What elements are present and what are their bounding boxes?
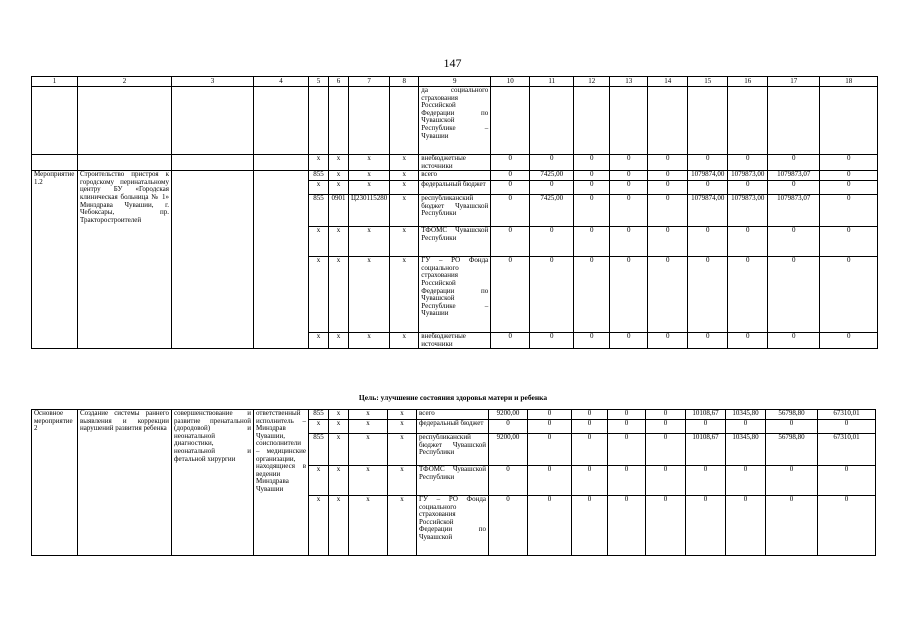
value-cell: 0 [820, 195, 878, 227]
table-cell [78, 155, 172, 171]
table-cell: 855 [309, 410, 329, 420]
value-cell [768, 87, 820, 155]
table-row [32, 155, 878, 171]
value-cell: 0 [728, 257, 768, 333]
header-row [32, 77, 878, 87]
column-number: 3 [172, 77, 254, 87]
budget-table-bottom [31, 409, 876, 556]
value-cell: 0 [768, 181, 820, 195]
value-cell: 0 [646, 420, 686, 434]
value-cell: 0 [572, 410, 608, 420]
table-cell: x [309, 496, 329, 556]
funding-source: ТФОМС Чувашской Республики [419, 227, 491, 257]
table-cell [254, 155, 309, 171]
value-cell: 0 [646, 496, 686, 556]
value-cell: 0 [646, 434, 686, 466]
value-cell: 0 [686, 466, 726, 496]
value-cell: 0 [688, 181, 728, 195]
value-cell: 0 [648, 181, 688, 195]
value-cell: 0 [688, 333, 728, 349]
table-cell: x [329, 420, 349, 434]
column-number: 1 [32, 77, 78, 87]
table-cell: x [329, 171, 349, 181]
value-cell: 0 [574, 333, 610, 349]
value-cell: 0 [572, 420, 608, 434]
column-number: 14 [648, 77, 688, 87]
value-cell: 0 [818, 420, 876, 434]
table-row [32, 171, 878, 181]
value-cell: 67310,01 [818, 410, 876, 420]
value-cell: 9200,00 [489, 434, 528, 466]
table-cell: x [309, 466, 329, 496]
table-cell [254, 171, 309, 349]
funding-source: да социального страхования Российской Федерации по Чувашской Республике – Чувашии [419, 87, 491, 155]
column-number: 5 [309, 77, 329, 87]
value-cell: 0 [688, 155, 728, 171]
table-cell: x [329, 181, 349, 195]
value-cell: 0 [574, 195, 610, 227]
table-cell: x [349, 466, 388, 496]
table-cell: x [349, 496, 388, 556]
table-cell: x [390, 227, 419, 257]
value-cell: 0 [608, 496, 646, 556]
value-cell [728, 87, 768, 155]
value-cell: 10108,67 [686, 410, 726, 420]
column-number: 10 [491, 77, 530, 87]
table-cell: x [349, 434, 388, 466]
value-cell: 0 [491, 227, 530, 257]
table-cell: x [349, 410, 388, 420]
value-cell: 1079873,00 [728, 171, 768, 181]
value-cell: 0 [610, 195, 648, 227]
value-cell: 0 [528, 496, 572, 556]
value-cell: 0 [818, 466, 876, 496]
funding-source: внебюджетные источники [419, 155, 491, 171]
value-cell: 0 [530, 181, 574, 195]
table-cell: x [329, 496, 349, 556]
value-cell: 0 [766, 420, 818, 434]
value-cell: 0 [646, 410, 686, 420]
value-cell: 0 [728, 333, 768, 349]
value-cell: 0 [648, 155, 688, 171]
value-cell: 0 [608, 420, 646, 434]
column-number: 6 [329, 77, 349, 87]
value-cell: 0 [728, 155, 768, 171]
value-cell: 1079873,07 [768, 171, 820, 181]
value-cell: 0 [572, 466, 608, 496]
table-cell [172, 171, 254, 349]
column-number: 15 [688, 77, 728, 87]
value-cell: 0 [688, 257, 728, 333]
funding-source: ГУ – РО Фонда социального страхования Российской Федерации по Чувашской [417, 496, 489, 556]
value-cell: 0 [820, 257, 878, 333]
value-cell: 1079874,00 [688, 195, 728, 227]
value-cell: 0 [530, 155, 574, 171]
table-cell: x [309, 155, 329, 171]
value-cell: 0 [818, 496, 876, 556]
funding-source: всего [417, 410, 489, 420]
value-cell: 0 [574, 155, 610, 171]
table-cell [32, 155, 78, 171]
table-cell: x [329, 333, 349, 349]
value-cell: 0 [489, 420, 528, 434]
value-cell: 0 [820, 171, 878, 181]
value-cell: 0 [528, 434, 572, 466]
table-cell: x [329, 227, 349, 257]
table-cell: x [349, 227, 390, 257]
funding-source: республиканский бюджет Чувашской Республики [417, 434, 489, 466]
column-number: 13 [610, 77, 648, 87]
table-cell: x [349, 171, 390, 181]
value-cell: 0 [728, 227, 768, 257]
value-cell: 0 [491, 171, 530, 181]
value-cell: 0 [688, 227, 728, 257]
table-cell: x [390, 155, 419, 171]
value-cell: 0 [646, 466, 686, 496]
column-number: 18 [820, 77, 878, 87]
table-cell: x [309, 333, 329, 349]
value-cell: 0 [491, 257, 530, 333]
value-cell: 0 [530, 333, 574, 349]
value-cell: 1079873,00 [728, 195, 768, 227]
table-cell [78, 87, 172, 155]
value-cell: 0 [820, 155, 878, 171]
value-cell: 10345,80 [726, 434, 766, 466]
funding-source: ТФОМС Чувашской Республики [417, 466, 489, 496]
value-cell: 1079873,07 [768, 195, 820, 227]
value-cell: 10345,80 [726, 410, 766, 420]
table-cell: x [388, 434, 417, 466]
funding-source: всего [419, 171, 491, 181]
table-cell: Ц230115280 [349, 195, 390, 227]
value-cell: 0 [610, 333, 648, 349]
value-cell: 0 [820, 181, 878, 195]
value-cell: 7425,00 [530, 171, 574, 181]
table-cell [172, 155, 254, 171]
table-cell: x [390, 171, 419, 181]
value-cell [491, 87, 530, 155]
table-cell: x [309, 227, 329, 257]
column-number: 4 [254, 77, 309, 87]
value-cell: 0 [766, 466, 818, 496]
column-number: 7 [349, 77, 390, 87]
table-cell: 855 [309, 195, 329, 227]
value-cell: 0 [610, 181, 648, 195]
table-cell: 0901 [329, 195, 349, 227]
value-cell: 0 [726, 466, 766, 496]
value-cell: 0 [489, 496, 528, 556]
activity-description: Создание системы раннего выявления и коррекции нарушений развития ребенка [78, 410, 172, 556]
value-cell: 0 [728, 181, 768, 195]
table-cell: x [390, 181, 419, 195]
table-cell: x [309, 257, 329, 333]
value-cell: 0 [648, 257, 688, 333]
table-cell: x [388, 466, 417, 496]
column-number: 9 [419, 77, 491, 87]
table-cell: x [329, 410, 349, 420]
value-cell [574, 87, 610, 155]
value-cell: 0 [574, 171, 610, 181]
value-cell: 0 [610, 171, 648, 181]
value-cell: 0 [768, 227, 820, 257]
value-cell: 0 [686, 496, 726, 556]
funding-source: федеральный бюджет [419, 181, 491, 195]
column-number: 11 [530, 77, 574, 87]
table-cell [349, 87, 390, 155]
table-cell: x [349, 257, 390, 333]
value-cell: 0 [528, 410, 572, 420]
value-cell [648, 87, 688, 155]
table-row [32, 410, 876, 420]
table-cell [329, 87, 349, 155]
value-cell: 0 [528, 466, 572, 496]
value-cell: 0 [574, 181, 610, 195]
value-cell: 0 [766, 496, 818, 556]
table-cell: x [309, 181, 329, 195]
value-cell: 0 [530, 227, 574, 257]
value-cell: 0 [768, 155, 820, 171]
value-cell: 0 [768, 257, 820, 333]
value-cell: 0 [491, 195, 530, 227]
value-cell: 0 [572, 434, 608, 466]
value-cell: 0 [726, 496, 766, 556]
table-cell [254, 87, 309, 155]
value-cell: 0 [768, 333, 820, 349]
value-cell: 0 [574, 257, 610, 333]
table-cell [172, 87, 254, 155]
column-number: 12 [574, 77, 610, 87]
table-cell [390, 87, 419, 155]
value-cell: 10108,67 [686, 434, 726, 466]
value-cell: 67310,01 [818, 434, 876, 466]
value-cell: 0 [610, 155, 648, 171]
funding-source: ГУ – РО Фонда социального страхования Российской Федерации по Чувашской Республике – Чувашии [419, 257, 491, 333]
value-cell: 0 [574, 227, 610, 257]
funding-source: республиканский бюджет Чувашской Республики [419, 195, 491, 227]
value-cell: 0 [608, 410, 646, 420]
value-cell: 0 [648, 227, 688, 257]
value-cell: 1079874,00 [688, 171, 728, 181]
value-cell: 0 [648, 195, 688, 227]
table-row [32, 87, 878, 155]
goal-heading: Цель: улучшение состояния здоровья матери и ребенка [358, 393, 548, 402]
value-cell: 56798,80 [766, 434, 818, 466]
table-cell: x [309, 420, 329, 434]
activity-description: Строительство пристроя к городскому перинатальному центру БУ «Городская клиническая больница № 1» Минздрава Чувашии, г. Чебоксары, пр. Тракторостроителей [78, 171, 172, 349]
value-cell: 0 [530, 257, 574, 333]
table-cell: x [349, 181, 390, 195]
value-cell: 0 [528, 420, 572, 434]
value-cell [688, 87, 728, 155]
value-cell: 56798,80 [766, 410, 818, 420]
table-cell: x [388, 410, 417, 420]
value-cell: 0 [491, 333, 530, 349]
table-cell: x [390, 195, 419, 227]
column-number: 8 [390, 77, 419, 87]
table-cell [309, 87, 329, 155]
table-cell: 855 [309, 434, 329, 466]
value-cell: 0 [572, 496, 608, 556]
value-cell [610, 87, 648, 155]
value-cell: 0 [686, 420, 726, 434]
table-cell: x [329, 257, 349, 333]
table-cell: x [329, 155, 349, 171]
responsible-party: ответственный исполнитель – Минздрав Чувашии, соисполнители – медицинские организации, находящиеся в ведении Минздрава Чувашии [254, 410, 309, 556]
funding-source: федеральный бюджет [417, 420, 489, 434]
value-cell: 0 [491, 181, 530, 195]
table-cell: x [388, 496, 417, 556]
page-number: 147 [443, 56, 462, 70]
value-cell: 0 [608, 434, 646, 466]
table-cell: x [390, 333, 419, 349]
value-cell: 0 [648, 333, 688, 349]
value-cell [820, 87, 878, 155]
table-cell: x [329, 434, 349, 466]
value-cell: 0 [648, 171, 688, 181]
activity-label: Мероприятие 1.2 [32, 171, 78, 349]
column-number: 16 [728, 77, 768, 87]
value-cell: 0 [820, 227, 878, 257]
value-cell: 0 [491, 155, 530, 171]
value-cell: 0 [489, 466, 528, 496]
column-number: 2 [78, 77, 172, 87]
value-cell: 0 [610, 257, 648, 333]
value-cell: 9200,00 [489, 410, 528, 420]
activity-task: совершенствование и развитие пренатальной (дородовой) и неонатальной диагностики, неонатальной и фетальной хирургии [172, 410, 254, 556]
table-cell: x [349, 420, 388, 434]
value-cell: 0 [726, 420, 766, 434]
value-cell: 0 [610, 227, 648, 257]
table-cell: x [329, 466, 349, 496]
column-number: 17 [768, 77, 820, 87]
table-cell: x [388, 420, 417, 434]
table-cell: x [349, 333, 390, 349]
table-cell: x [390, 257, 419, 333]
value-cell [530, 87, 574, 155]
budget-table-top [31, 76, 878, 349]
table-cell: 855 [309, 171, 329, 181]
value-cell: 0 [820, 333, 878, 349]
value-cell: 0 [608, 466, 646, 496]
activity-label: Основное мероприятие 2 [32, 410, 78, 556]
table-cell: x [349, 155, 390, 171]
table-cell [32, 87, 78, 155]
value-cell: 7425,00 [530, 195, 574, 227]
funding-source: внебюджетные источники [419, 333, 491, 349]
